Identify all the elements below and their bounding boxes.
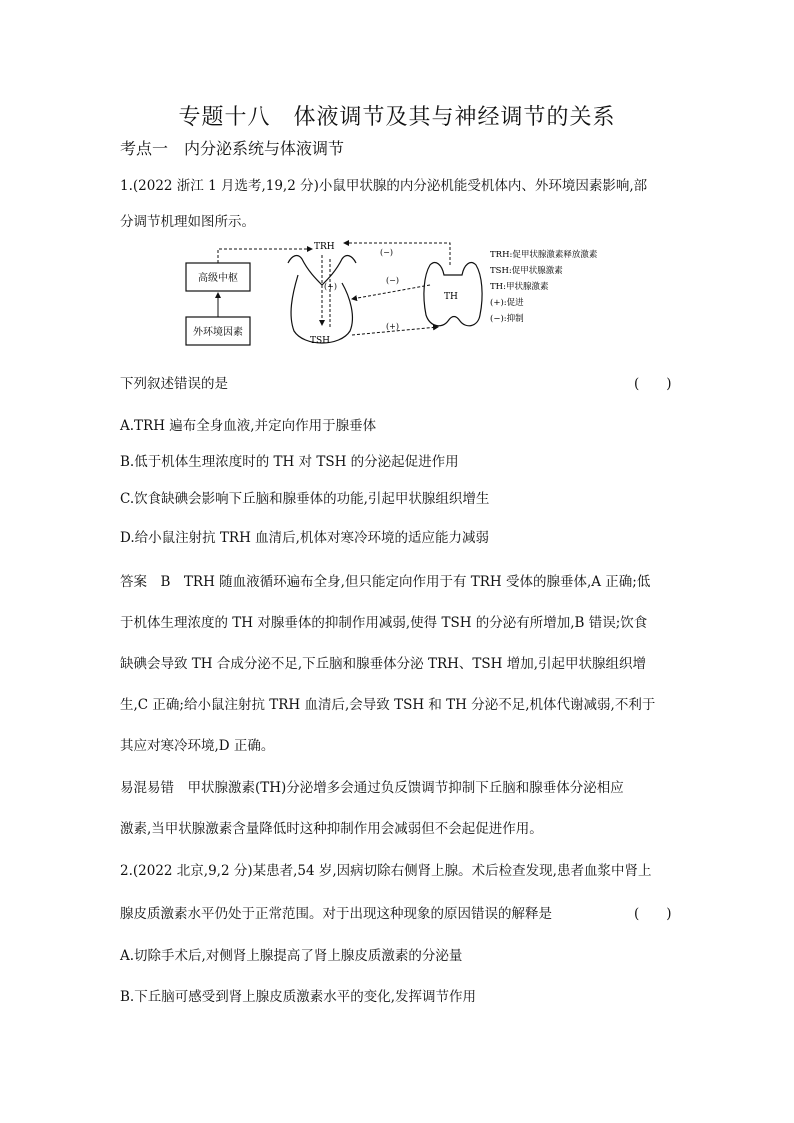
q2-stem-line-1: 2.(2022 北京,9,2 分)某患者,54 岁,因病切除右侧肾上腺。术后检查发现,患者血浆中肾上: [120, 863, 652, 879]
plus-bottom-label: (+): [386, 322, 399, 331]
q1-answer-line: 其应对寒冷环境,D 正确。: [120, 738, 275, 754]
q2-stem-line-2: 腺皮质激素水平仍处于正常范围。对于出现这种现象的原因错误的解释是: [120, 906, 552, 922]
q1-tip-line: 易混易错 甲状腺激素(TH)分泌增多会通过负反馈调节抑制下丘脑和腺垂体分泌相应: [120, 780, 624, 796]
legend-plus: (+):促进: [490, 298, 524, 308]
plus-inner-label: (+): [324, 282, 337, 291]
q1-option-c: C.饮食缺碘会影响下丘脑和腺垂体的功能,引起甲状腺组织增生: [120, 491, 490, 507]
q1-stem-line-1: 1.(2022 浙江 1 月选考,19,2 分)小鼠甲状腺的内分泌机能受机体内、外环境因素影响,部: [120, 178, 648, 194]
legend-minus: (−):抑制: [490, 314, 524, 324]
tsh-label: TSH: [310, 336, 331, 346]
arrow-th-to-hypothalamus: [344, 243, 450, 265]
q2-option-b: B.下丘脑可感受到肾上腺皮质激素水平的变化,发挥调节作用: [120, 989, 477, 1005]
q1-tip-line: 激素,当甲状腺激素含量降低时这种抑制作用会减弱但不会起促进作用。: [120, 821, 543, 837]
q1-stem-line-2: 分调节机理如图所示。: [120, 214, 255, 230]
minus-top-label: (−): [380, 248, 393, 257]
regulation-diagram: [180, 235, 620, 355]
q1-answer-line: 生,C 正确;给小鼠注射抗 TRH 血清后,会导致 TSH 和 TH 分泌不足,机体代谢减弱,不利于: [120, 697, 656, 713]
q1-answer-line: 答案 B TRH 随血液循环遍布全身,但只能定向作用于有 TRH 受体的腺垂体,A 正确;低: [120, 574, 651, 590]
minus-mid-label: (−): [386, 276, 399, 285]
legend-trh: TRH:促甲状腺激素释放激素: [490, 250, 598, 260]
q1-answer-paren: ( ): [634, 376, 672, 392]
legend-th: TH:甲状腺激素: [490, 282, 549, 292]
legend-tsh: TSH:促甲状腺激素: [490, 266, 563, 276]
q1-option-a: A.TRH 遍布全身血液,并定向作用于腺垂体: [120, 418, 377, 434]
q1-prompt: 下列叙述错误的是: [120, 376, 228, 392]
th-label: TH: [444, 292, 458, 302]
q1-answer-line: 于机体生理浓度的 TH 对腺垂体的抑制作用减弱,使得 TSH 的分泌有所增加,B 错误;饮食: [120, 615, 648, 631]
q1-option-b: B.低于机体生理浓度时的 TH 对 TSH 的分泌起促进作用: [120, 454, 459, 470]
q1-option-d: D.给小鼠注射抗 TRH 血清后,机体对寒冷环境的适应能力减弱: [120, 530, 489, 546]
arrow-th-to-pituitary: [352, 285, 430, 299]
trh-label: TRH: [314, 242, 335, 252]
q2-answer-paren: ( ): [634, 906, 672, 922]
external-factor-label: 外环境因素: [193, 327, 243, 338]
section-heading: 考点一 内分泌系统与体液调节: [120, 139, 345, 158]
q2-option-a: A.切除手术后,对侧肾上腺提高了肾上腺皮质激素的分泌量: [120, 948, 463, 964]
higher-center-label: 高级中枢: [198, 273, 238, 284]
page-title: 专题十八 体液调节及其与神经调节的关系: [178, 105, 616, 130]
q1-answer-line: 缺碘会导致 TH 合成分泌不足,下丘脑和腺垂体分泌 TRH、TSH 增加,引起甲状腺组织增: [120, 656, 646, 672]
